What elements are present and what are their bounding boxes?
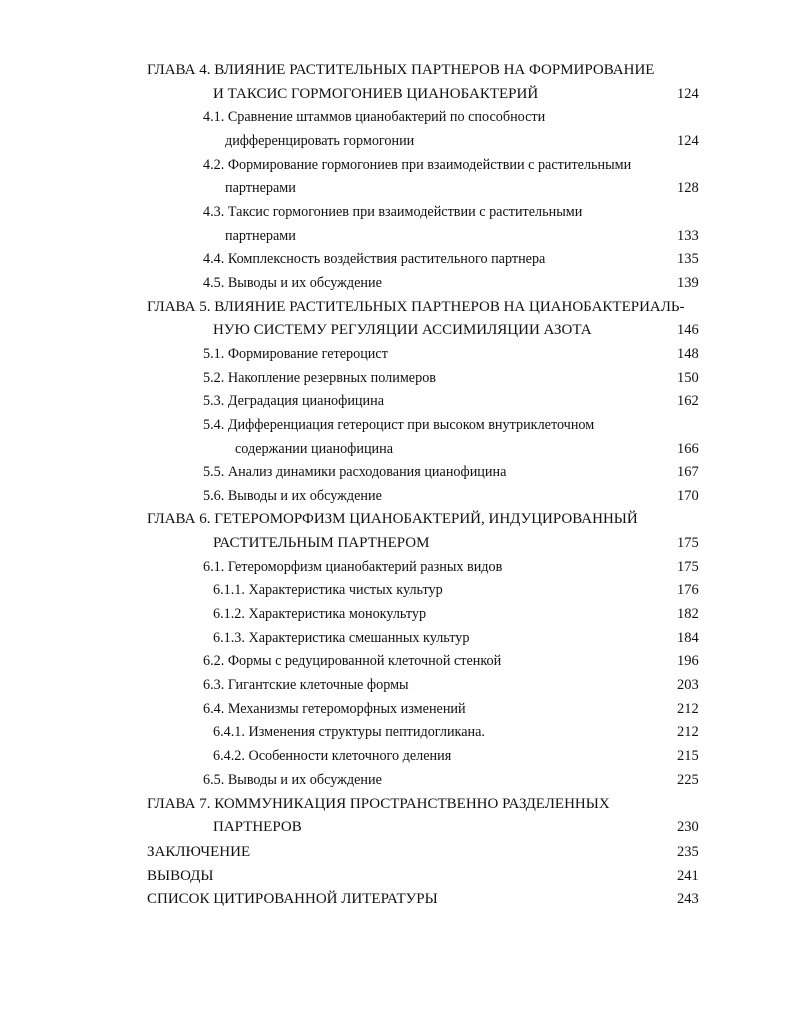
section-6-4-2: 6.4.2. Особенности клеточного деления <box>213 748 452 764</box>
section-5-2-page: 150 <box>677 370 699 386</box>
section-4-1-cont: дифференцировать гормогонии <box>225 133 415 149</box>
section-6-1-1: 6.1.1. Характеристика чистых культур <box>213 582 443 598</box>
section-5-3: 5.3. Деградация цианофицина <box>203 393 384 409</box>
conclusion-title: ЗАКЛЮЧЕНИЕ <box>147 844 251 860</box>
chapter-7-title-cont: ПАРТНЕРОВ <box>213 819 302 835</box>
section-6-4-page: 212 <box>677 701 699 717</box>
section-5-1: 5.1. Формирование гетероцист <box>203 346 388 362</box>
section-4-3: 4.3. Таксис гормогониев при взаимодействии с растительными <box>203 204 583 220</box>
section-4-4-page: 135 <box>677 251 699 267</box>
section-5-5: 5.5. Анализ динамики расходования цианофицина <box>203 464 507 480</box>
chapter-4-title: ГЛАВА 4. ВЛИЯНИЕ РАСТИТЕЛЬНЫХ ПАРТНЕРОВ НА ФОРМИРОВАНИЕ <box>147 62 655 78</box>
section-4-2: 4.2. Формирование гормогониев при взаимодействии с растительными <box>203 157 632 173</box>
section-5-3-page: 162 <box>677 393 699 409</box>
section-4-4: 4.4. Комплексность воздействия растительного партнера <box>203 251 546 267</box>
section-5-5-page: 167 <box>677 464 699 480</box>
section-5-4-cont: содержании цианофицина <box>235 441 394 457</box>
section-6-1-3-page: 184 <box>677 630 699 646</box>
section-6-4-2-page: 215 <box>677 748 699 764</box>
section-5-2: 5.2. Накопление резервных полимеров <box>203 370 436 386</box>
section-5-6-page: 170 <box>677 488 699 504</box>
section-4-5-page: 139 <box>677 275 699 291</box>
section-6-3: 6.3. Гигантские клеточные формы <box>203 677 409 693</box>
section-5-6: 5.6. Выводы и их обсуждение <box>203 488 382 504</box>
chapter-6-title: ГЛАВА 6. ГЕТЕРОМОРФИЗМ ЦИАНОБАКТЕРИЙ, ИНДУЦИРОВАННЫЙ <box>147 511 638 527</box>
section-4-1-page: 124 <box>677 133 699 149</box>
chapter-7-page: 230 <box>677 819 699 835</box>
section-4-3-cont: партнерами <box>225 228 296 244</box>
section-4-1: 4.1. Сравнение штаммов цианобактерий по способности <box>203 109 546 125</box>
section-6-1-1-page: 176 <box>677 582 699 598</box>
section-4-2-page: 128 <box>677 180 699 196</box>
section-6-5-page: 225 <box>677 772 699 788</box>
section-6-1-page: 175 <box>677 559 699 575</box>
findings-title: ВЫВОДЫ <box>147 868 214 884</box>
references-page: 243 <box>677 891 699 907</box>
section-5-1-page: 148 <box>677 346 699 362</box>
chapter-5-title-cont: НУЮ СИСТЕМУ РЕГУЛЯЦИИ АССИМИЛЯЦИИ АЗОТА <box>213 322 592 338</box>
section-6-4-1: 6.4.1. Изменения структуры пептидогликана. <box>213 724 485 740</box>
section-6-1-3: 6.1.3. Характеристика смешанных культур <box>213 630 470 646</box>
section-6-3-page: 203 <box>677 677 699 693</box>
section-6-1-2-page: 182 <box>677 606 699 622</box>
chapter-7-title: ГЛАВА 7. КОММУНИКАЦИЯ ПРОСТРАНСТВЕННО РАЗДЕЛЕННЫХ <box>147 796 610 812</box>
section-6-1-2: 6.1.2. Характеристика монокультур <box>213 606 427 622</box>
section-6-5: 6.5. Выводы и их обсуждение <box>203 772 382 788</box>
section-6-4-1-page: 212 <box>677 724 699 740</box>
section-6-2: 6.2. Формы с редуцированной клеточной стенкой <box>203 653 502 669</box>
chapter-5-title: ГЛАВА 5. ВЛИЯНИЕ РАСТИТЕЛЬНЫХ ПАРТНЕРОВ НА ЦИАНОБАКТЕРИАЛЬ- <box>147 299 685 315</box>
section-5-4: 5.4. Дифференциация гетероцист при высоком внутриклеточном <box>203 417 595 433</box>
findings-page: 241 <box>677 868 699 884</box>
section-4-2-cont: партнерами <box>225 180 296 196</box>
chapter-5-page: 146 <box>677 322 699 338</box>
section-4-5: 4.5. Выводы и их обсуждение <box>203 275 382 291</box>
chapter-6-title-cont: РАСТИТЕЛЬНЫМ ПАРТНЕРОМ <box>213 535 430 551</box>
section-4-3-page: 133 <box>677 228 699 244</box>
section-6-4: 6.4. Механизмы гетероморфных изменений <box>203 701 466 717</box>
section-6-1: 6.1. Гетероморфизм цианобактерий разных видов <box>203 559 503 575</box>
section-6-2-page: 196 <box>677 653 699 669</box>
chapter-4-page: 124 <box>677 86 699 102</box>
chapter-4-title-cont: И ТАКСИС ГОРМОГОНИЕВ ЦИАНОБАКТЕРИЙ <box>213 86 539 102</box>
section-5-4-page: 166 <box>677 441 699 457</box>
chapter-6-page: 175 <box>677 535 699 551</box>
references-title: СПИСОК ЦИТИРОВАННОЙ ЛИТЕРАТУРЫ <box>147 891 438 907</box>
conclusion-page: 235 <box>677 844 699 860</box>
